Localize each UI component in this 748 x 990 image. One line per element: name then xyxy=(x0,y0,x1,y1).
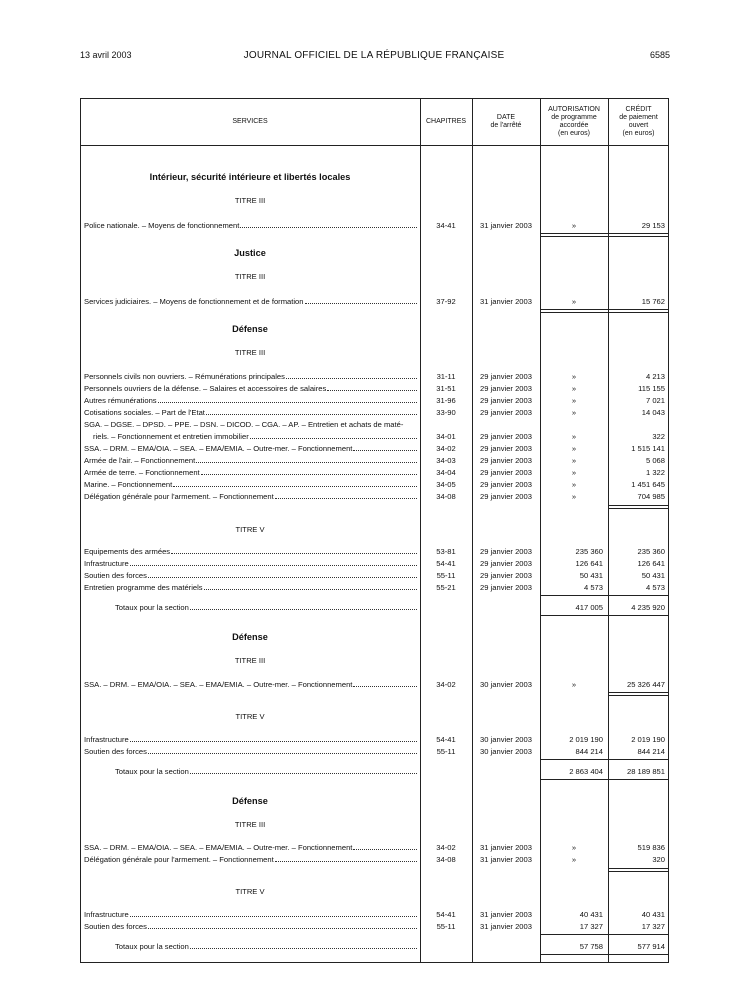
credit-cell: 126 641 xyxy=(637,559,665,568)
date-cell: 29 janvier 2003 xyxy=(480,396,532,405)
autorisation-cell: » xyxy=(571,384,577,393)
date-cell: 31 janvier 2003 xyxy=(480,855,532,864)
autorisation-cell: 417 005 xyxy=(575,603,603,612)
autorisation-cell: » xyxy=(571,855,577,864)
chapter-cell: 34-04 xyxy=(436,468,456,477)
chapter-cell: 31-11 xyxy=(436,372,456,381)
dot-leader xyxy=(353,444,417,451)
credit-cell: 1 515 141 xyxy=(631,444,665,453)
titre-heading: TITRE V xyxy=(235,525,265,534)
autorisation-cell: » xyxy=(571,843,577,852)
autorisation-cell: 2 019 190 xyxy=(569,735,603,744)
dot-leader xyxy=(327,384,417,391)
service-text: SGA. – DGSE. – DPSD. – PPE. – DSN. – DICOD. – CGA. – AP. – Entretien et achats de maté- xyxy=(84,420,404,429)
chapter-cell: 31-96 xyxy=(436,396,456,405)
credit-cell: 14 043 xyxy=(641,408,665,417)
autorisation-cell: 57 758 xyxy=(579,942,603,951)
credit-cell: 25 326 447 xyxy=(626,680,665,689)
service-text: SSA. – DRM. – EMA/OIA. – SEA. – EMA/EMIA. – Outre-mer. – Fonctionnement xyxy=(84,680,353,689)
column-rule xyxy=(540,233,669,237)
chapter-cell: 55-21 xyxy=(436,583,456,592)
column-header-credit: CRÉDIT de paiement ouvert (en euros) xyxy=(619,106,658,137)
credit-cell: 519 836 xyxy=(637,843,665,852)
credit-cell: 115 155 xyxy=(638,384,665,393)
dot-leader xyxy=(275,492,417,499)
chapter-cell: 54-41 xyxy=(436,559,456,568)
dot-leader xyxy=(196,456,417,463)
autorisation-cell: » xyxy=(571,480,577,489)
autorisation-cell: » xyxy=(571,432,577,441)
service-cell xyxy=(84,735,417,745)
dot-leader xyxy=(190,603,417,610)
credit-cell: 577 914 xyxy=(637,942,665,951)
dot-leader xyxy=(206,408,417,415)
date-cell: 29 janvier 2003 xyxy=(480,480,532,489)
credit-cell: 4 213 xyxy=(645,372,665,381)
titre-heading: TITRE III xyxy=(234,820,266,829)
service-cell xyxy=(84,571,417,581)
chapter-cell: 34-03 xyxy=(436,456,456,465)
titre-heading: TITRE III xyxy=(234,348,266,357)
service-text: Soutien des forces xyxy=(84,747,147,756)
service-cell xyxy=(84,492,417,502)
credit-cell: 235 360 xyxy=(637,547,665,556)
dot-leader xyxy=(148,922,417,929)
service-cell xyxy=(84,408,417,418)
dot-leader xyxy=(190,767,417,774)
column-rule xyxy=(540,615,669,616)
service-text: Armée de l'air. – Fonctionnement xyxy=(84,456,196,465)
service-cell xyxy=(84,297,417,307)
service-text: Marine. – Fonctionnement xyxy=(84,480,173,489)
dot-leader xyxy=(148,747,417,754)
chapter-cell: 54-41 xyxy=(436,735,456,744)
autorisation-cell: » xyxy=(571,396,577,405)
titre-heading: TITRE III xyxy=(234,196,266,205)
credit-cell: 50 431 xyxy=(641,571,665,580)
service-text: Infrastructure xyxy=(84,559,129,568)
service-text: Délégation générale pour l'armement. – Fonctionnement xyxy=(84,855,274,864)
date-cell: 31 janvier 2003 xyxy=(480,910,532,919)
section-heading: Défense xyxy=(232,632,268,642)
column-rule xyxy=(540,595,669,596)
autorisation-cell: » xyxy=(571,408,577,417)
dot-leader xyxy=(240,221,417,228)
page-number: 6585 xyxy=(649,50,670,60)
credit-cell: 5 068 xyxy=(645,456,665,465)
autorisation-cell: » xyxy=(571,297,577,306)
credit-cell: 322 xyxy=(652,432,665,441)
column-rule xyxy=(540,309,669,313)
dot-leader xyxy=(173,480,417,487)
service-text: Equipements des armées xyxy=(84,547,171,556)
chapter-cell: 55-11 xyxy=(436,747,456,756)
autorisation-cell: 4 573 xyxy=(583,583,603,592)
service-cell xyxy=(84,680,417,690)
chapter-cell: 31-51 xyxy=(436,384,456,393)
dot-leader xyxy=(305,297,418,304)
column-rule xyxy=(540,759,669,760)
autorisation-cell: 17 327 xyxy=(579,922,603,931)
dot-leader xyxy=(275,855,417,862)
service-text: Infrastructure xyxy=(84,735,129,744)
dot-leader xyxy=(190,942,417,949)
section-heading: Défense xyxy=(232,324,268,334)
credit-cell: 2 019 190 xyxy=(631,735,665,744)
autorisation-cell: » xyxy=(571,221,577,230)
date-cell: 29 janvier 2003 xyxy=(480,384,532,393)
credit-cell: 4 573 xyxy=(645,583,665,592)
service-text: Services judiciaires. – Moyens de fonctionnement et de formation xyxy=(84,297,304,306)
service-text: Autres rémunérations xyxy=(84,396,157,405)
credit-cell: 844 214 xyxy=(637,747,665,756)
dot-leader xyxy=(171,547,417,554)
credit-cell: 17 327 xyxy=(641,922,665,931)
section-heading: Intérieur, sécurité intérieure et libertés locales xyxy=(149,172,351,182)
autorisation-cell: » xyxy=(571,456,577,465)
service-text: Totaux pour la section xyxy=(115,603,189,612)
service-text: SSA. – DRM. – EMA/OIA. – SEA. – EMA/EMIA. – Outre-mer. – Fonctionnement xyxy=(84,444,353,453)
chapter-cell: 34-01 xyxy=(436,432,456,441)
service-text: Délégation générale pour l'armement. – Fonctionnement xyxy=(84,492,274,501)
credit-cell: 40 431 xyxy=(641,910,665,919)
column-rule xyxy=(540,779,669,780)
service-text: riels. – Fonctionnement et entretien immobilier xyxy=(93,432,249,441)
credit-cell: 1 451 645 xyxy=(631,480,665,489)
column-rule xyxy=(540,954,669,955)
service-cell xyxy=(93,432,417,442)
credit-cell: 7 021 xyxy=(645,396,665,405)
autorisation-cell: 844 214 xyxy=(575,747,603,756)
date-cell: 29 janvier 2003 xyxy=(480,432,532,441)
column-rule xyxy=(609,692,669,696)
credit-cell: 704 985 xyxy=(637,492,665,501)
dot-leader xyxy=(130,735,417,742)
date-cell: 29 janvier 2003 xyxy=(480,559,532,568)
date-cell: 29 janvier 2003 xyxy=(480,456,532,465)
autorisation-cell: » xyxy=(571,468,577,477)
service-cell xyxy=(84,559,417,569)
service-cell xyxy=(84,420,417,430)
chapter-cell: 53-81 xyxy=(436,547,456,556)
header-title: JOURNAL OFFICIEL DE LA RÉPUBLIQUE FRANÇAISE xyxy=(243,50,505,61)
section-total-label xyxy=(115,603,417,613)
date-cell: 29 janvier 2003 xyxy=(480,547,532,556)
service-cell xyxy=(84,372,417,382)
service-text: Police nationale. – Moyens de fonctionnement xyxy=(84,221,240,230)
header-divider xyxy=(80,145,669,146)
column-rule xyxy=(609,868,669,872)
date-cell: 29 janvier 2003 xyxy=(480,444,532,453)
service-text: Personnels civils non ouvriers. – Rémunérations principales xyxy=(84,372,285,381)
credit-cell: 15 762 xyxy=(641,297,665,306)
chapter-cell: 34-41 xyxy=(436,221,456,230)
service-text: Cotisations sociales. – Part de l'Etat xyxy=(84,408,205,417)
service-cell xyxy=(84,747,417,757)
chapter-cell: 34-02 xyxy=(436,843,456,852)
autorisation-cell: » xyxy=(571,680,577,689)
chapter-cell: 34-02 xyxy=(436,444,456,453)
chapter-cell: 54-41 xyxy=(436,910,456,919)
service-cell xyxy=(84,547,417,557)
date-cell: 31 janvier 2003 xyxy=(480,922,532,931)
titre-heading: TITRE V xyxy=(235,712,265,721)
chapter-cell: 34-08 xyxy=(436,492,456,501)
chapter-cell: 34-05 xyxy=(436,480,456,489)
service-text: Soutien des forces xyxy=(84,571,147,580)
service-text: Totaux pour la section xyxy=(115,942,189,951)
titre-heading: TITRE V xyxy=(235,887,265,896)
date-cell: 30 janvier 2003 xyxy=(480,747,532,756)
credit-cell: 29 153 xyxy=(641,221,665,230)
column-header-chapitres: CHAPITRES xyxy=(425,118,467,125)
header-date: 13 avril 2003 xyxy=(80,50,132,60)
autorisation-cell: » xyxy=(571,372,577,381)
autorisation-cell: 126 641 xyxy=(575,559,603,568)
date-cell: 29 janvier 2003 xyxy=(480,372,532,381)
service-cell xyxy=(84,384,417,394)
autorisation-cell: 50 431 xyxy=(579,571,603,580)
titre-heading: TITRE III xyxy=(234,656,266,665)
autorisation-cell: » xyxy=(571,444,577,453)
service-cell xyxy=(84,468,417,478)
autorisation-cell: 235 360 xyxy=(575,547,603,556)
dot-leader xyxy=(286,372,417,379)
service-cell xyxy=(84,843,417,853)
chapter-cell: 55-11 xyxy=(436,922,456,931)
service-cell xyxy=(84,922,417,932)
column-header-autorisation: AUTORISATION de programme accordée (en euros) xyxy=(548,106,600,137)
chapter-cell: 34-02 xyxy=(436,680,456,689)
service-cell xyxy=(84,480,417,490)
chapter-cell: 55-11 xyxy=(436,571,456,580)
date-cell: 29 janvier 2003 xyxy=(480,408,532,417)
section-total-label xyxy=(115,767,417,777)
credit-cell: 320 xyxy=(652,855,665,864)
dot-leader xyxy=(250,432,417,439)
column-header-services: SERVICES xyxy=(232,118,268,125)
dot-leader xyxy=(353,843,417,850)
date-cell: 31 janvier 2003 xyxy=(480,297,532,306)
titre-heading: TITRE III xyxy=(234,272,266,281)
date-cell: 31 janvier 2003 xyxy=(480,221,532,230)
service-cell xyxy=(84,396,417,406)
service-text: Entretien programme des matériels xyxy=(84,583,203,592)
column-rule xyxy=(540,934,669,935)
chapter-cell: 34-08 xyxy=(436,855,456,864)
service-cell xyxy=(84,583,417,593)
service-text: SSA. – DRM. – EMA/OIA. – SEA. – EMA/EMIA. – Outre-mer. – Fonctionnement xyxy=(84,843,353,852)
service-cell xyxy=(84,444,417,454)
service-cell xyxy=(84,456,417,466)
credit-cell: 4 235 920 xyxy=(631,603,665,612)
chapter-cell: 33-90 xyxy=(436,408,456,417)
date-cell: 30 janvier 2003 xyxy=(480,680,532,689)
service-cell xyxy=(84,221,417,231)
date-cell: 29 janvier 2003 xyxy=(480,571,532,580)
service-cell xyxy=(84,910,417,920)
dot-leader xyxy=(158,396,417,403)
dot-leader xyxy=(130,559,417,566)
dot-leader xyxy=(353,680,417,687)
column-header-date: DATE de l'arrêté xyxy=(490,114,522,129)
date-cell: 29 janvier 2003 xyxy=(480,468,532,477)
service-text: Personnels ouvriers de la défense. – Salaires et accessoires de salaires xyxy=(84,384,327,393)
dot-leader xyxy=(148,571,417,578)
autorisation-cell: 2 863 404 xyxy=(569,767,603,776)
section-heading: Défense xyxy=(232,796,268,806)
column-rule xyxy=(609,505,669,509)
date-cell: 31 janvier 2003 xyxy=(480,843,532,852)
autorisation-cell: 40 431 xyxy=(579,910,603,919)
date-cell: 29 janvier 2003 xyxy=(480,492,532,501)
credit-cell: 28 189 851 xyxy=(626,767,665,776)
date-cell: 30 janvier 2003 xyxy=(480,735,532,744)
service-text: Soutien des forces xyxy=(84,922,147,931)
date-cell: 29 janvier 2003 xyxy=(480,583,532,592)
dot-leader xyxy=(130,910,417,917)
service-text: Armée de terre. – Fonctionnement xyxy=(84,468,200,477)
credit-cell: 1 322 xyxy=(645,468,665,477)
chapter-cell: 37-92 xyxy=(436,297,456,306)
service-text: Infrastructure xyxy=(84,910,129,919)
service-text: Totaux pour la section xyxy=(115,767,189,776)
dot-leader xyxy=(204,583,417,590)
dot-leader xyxy=(201,468,417,475)
autorisation-cell: » xyxy=(571,492,577,501)
service-cell xyxy=(84,855,417,865)
section-heading: Justice xyxy=(234,248,266,258)
section-total-label xyxy=(115,942,417,952)
